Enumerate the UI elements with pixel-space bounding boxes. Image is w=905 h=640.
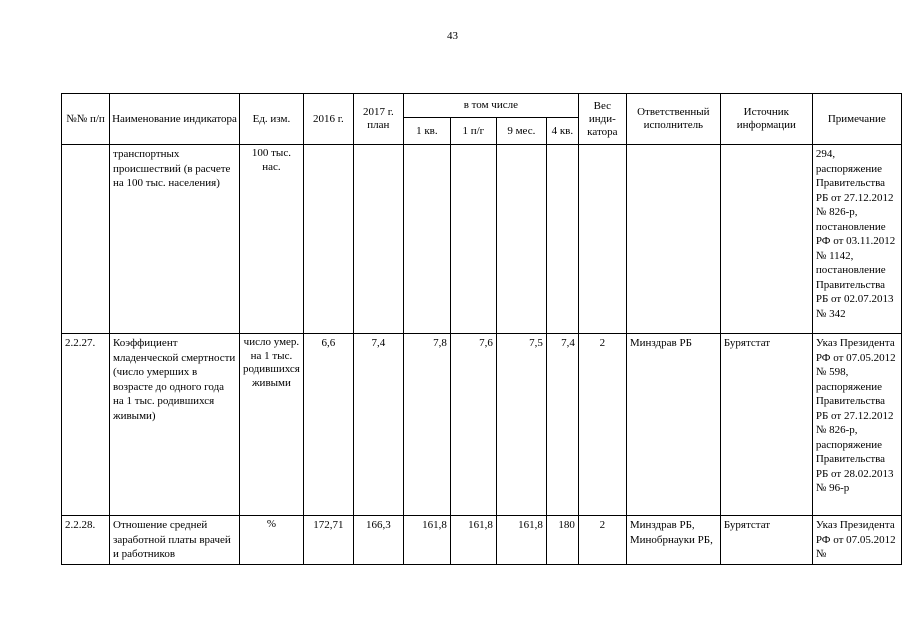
cell-9m: 161,8: [496, 516, 546, 565]
cell-unit: число умер. на 1 тыс. родившихся живыми: [240, 334, 304, 516]
table-row: [62, 334, 902, 516]
cell-9m: [496, 145, 546, 334]
cell-note: Указ Президента РФ от 07.05.2012 № 598, распоряжение Правительства РБ от 27.12.2012 № 826-р, распоряжение Правительства РБ от 28.02.2013 № 96-р: [812, 334, 901, 516]
table-row: [62, 145, 902, 334]
cell-responsible: Минздрав РБ, Минобрнауки РБ,: [626, 516, 720, 565]
cell-unit: 100 тыс. нас.: [240, 145, 304, 334]
cell-q4: [546, 145, 578, 334]
cell-source: Бурятстат: [720, 516, 812, 565]
header-including: в том числе: [403, 94, 578, 118]
cell-2016: 172,71: [303, 516, 353, 565]
header-source: Источник информации: [720, 94, 812, 145]
page-number: 43: [447, 30, 458, 42]
header-q4: 4 кв.: [546, 118, 578, 145]
cell-source: Бурятстат: [720, 334, 812, 516]
header-num: №№ п/п: [62, 94, 110, 145]
cell-note: Указ Президента РФ от 07.05.2012 №: [812, 516, 901, 565]
cell-2016: [303, 145, 353, 334]
cell-q1: 7,8: [403, 334, 450, 516]
cell-2017: 166,3: [353, 516, 403, 565]
cell-name: Коэффициент младенческой смертности (число умерших в возрасте до одного года на 1 тыс. родившихся живыми): [110, 334, 240, 516]
cell-weight: [578, 145, 626, 334]
header-name: Наименование индикатора: [110, 94, 240, 145]
cell-responsible: Минздрав РБ: [626, 334, 720, 516]
cell-q4: 7,4: [546, 334, 578, 516]
header-h1: 1 п/г: [450, 118, 496, 145]
header-note: Примечание: [812, 94, 901, 145]
cell-num: 2.2.27.: [62, 334, 110, 516]
cell-name: Отношение средней заработной платы врачей и работников: [110, 516, 240, 565]
cell-note: 294, распоряжение Правительства РБ от 27.12.2012 № 826-р, постановление РФ от 03.11.2012 № 1142, постановление Правительства РБ от 02.07.2013 № 342: [812, 145, 901, 334]
cell-weight: 2: [578, 516, 626, 565]
cell-unit: %: [240, 516, 304, 565]
table-row: [62, 516, 902, 565]
cell-2017: 7,4: [353, 334, 403, 516]
cell-h1: 161,8: [450, 516, 496, 565]
header-2017-plan: 2017 г. план: [353, 94, 403, 145]
cell-q1: [403, 145, 450, 334]
indicators-table: [61, 93, 902, 565]
cell-h1: [450, 145, 496, 334]
cell-2017: [353, 145, 403, 334]
cell-name: транспортных происшествий (в расчете на 100 тыс. населения): [110, 145, 240, 334]
cell-q1: 161,8: [403, 516, 450, 565]
header-responsible: Ответственный исполнитель: [626, 94, 720, 145]
header-2016: 2016 г.: [303, 94, 353, 145]
header-9m: 9 мес.: [496, 118, 546, 145]
header-unit: Ед. изм.: [240, 94, 304, 145]
cell-2016: 6,6: [303, 334, 353, 516]
cell-responsible: [626, 145, 720, 334]
header-q1: 1 кв.: [403, 118, 450, 145]
header-row: [62, 94, 902, 118]
header-weight: Вес инди-катора: [578, 94, 626, 145]
cell-q4: 180: [546, 516, 578, 565]
cell-num: [62, 145, 110, 334]
cell-9m: 7,5: [496, 334, 546, 516]
cell-num: 2.2.28.: [62, 516, 110, 565]
cell-weight: 2: [578, 334, 626, 516]
cell-h1: 7,6: [450, 334, 496, 516]
cell-source: [720, 145, 812, 334]
